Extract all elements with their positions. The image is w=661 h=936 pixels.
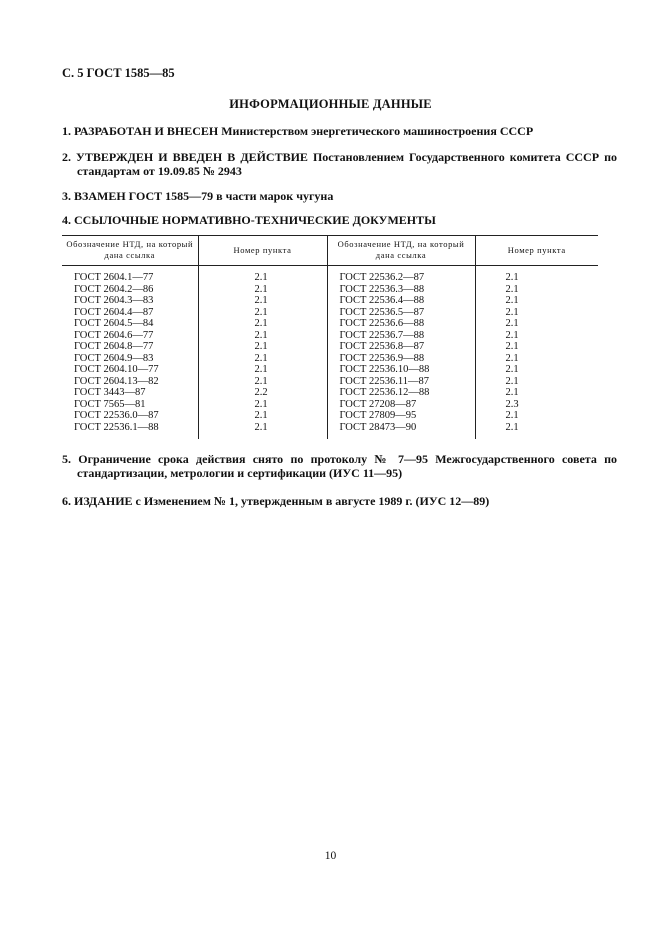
clause-cell: 2.1	[475, 307, 598, 319]
item-number: 2.	[62, 150, 71, 164]
designation-cell: ГОСТ 2604.2—86	[74, 283, 154, 295]
info-item-5	[62, 452, 617, 480]
clause-cell: 2.1	[198, 376, 327, 388]
table-row	[62, 330, 598, 342]
designation-cell: ГОСТ 22536.7—88	[327, 330, 475, 342]
clause-cell: 2.1	[198, 399, 327, 411]
clause-cell: 2.1	[475, 376, 598, 388]
col-header-clause-2: Номер пункта	[475, 236, 598, 266]
designation-cell: ГОСТ 22536.2—87	[327, 266, 475, 284]
designation-cell: ГОСТ 22536.9—88	[327, 353, 475, 365]
designation-cell: ГОСТ 22536.4—88	[327, 295, 475, 307]
clause-cell: 2.1	[198, 284, 327, 296]
clause-cell: 2.3	[475, 399, 598, 411]
item-text: Ограничение срока действия снято по протоколу № 7—95 Межгосударственного совета по стандартизации, метрологии и сертификации (ИУС 11—95)	[77, 452, 618, 480]
table-row	[62, 422, 598, 440]
page-number: 10	[324, 850, 337, 862]
designation-cell: ГОСТ 22536.10—88	[327, 364, 475, 376]
clause-cell: 2.1	[198, 295, 327, 307]
designation-cell: ГОСТ 22536.3—88	[327, 284, 475, 296]
clause-cell: 2.1	[475, 341, 598, 353]
clause-cell: 2.1	[475, 387, 598, 399]
designation-cell: ГОСТ 2604.1—77	[74, 272, 154, 283]
designation-cell: ГОСТ 22536.8—87	[327, 341, 475, 353]
designation-cell: ГОСТ 22536.11—87	[327, 376, 475, 388]
table-row	[62, 387, 598, 399]
item-number: 5.	[62, 452, 71, 466]
clause-cell: 2.1	[198, 410, 327, 422]
item-text: ССЫЛОЧНЫЕ НОРМАТИВНО-ТЕХНИЧЕСКИЕ ДОКУМЕНТЫ	[74, 213, 436, 227]
clause-cell: 2.1	[475, 410, 598, 422]
table-row	[62, 410, 598, 422]
clause-cell: 2.1	[475, 353, 598, 365]
item-number: 6.	[62, 494, 71, 508]
table-row	[62, 266, 598, 284]
clause-cell: 2.1	[475, 284, 598, 296]
designation-cell: ГОСТ 22536.6—88	[327, 318, 475, 330]
item-text: УТВЕРЖДЕН И ВВЕДЕН В ДЕЙСТВИЕ Постановлением Государственного комитета СССР по стандартам от 19.09.85 № 2943	[76, 150, 618, 178]
designation-cell: ГОСТ 22536.12—88	[327, 387, 475, 399]
clause-cell: 2.1	[198, 422, 327, 440]
designation-cell: ГОСТ 2604.13—82	[74, 375, 159, 387]
designation-cell: ГОСТ 27208—87	[327, 399, 475, 411]
item-text: ИЗДАНИЕ с Изменением № 1, утвержденным в августе 1989 г. (ИУС 12—89)	[74, 494, 490, 508]
table-row	[62, 353, 598, 365]
designation-cell: ГОСТ 2604.3—83	[74, 295, 154, 306]
designation-cell: ГОСТ 22536.1—88	[74, 421, 159, 433]
col-header-clause-1: Номер пункта	[198, 236, 327, 266]
col-header-designation-2: Обозначение НТД, на который дана ссылка	[327, 236, 475, 266]
col-header-designation-1: Обозначение НТД, на который дана ссылка	[62, 236, 198, 266]
clause-cell: 2.1	[198, 266, 327, 284]
clause-cell: 2.1	[198, 353, 327, 365]
designation-cell: ГОСТ 27809—95	[327, 410, 475, 422]
section-title: ИНФОРМАЦИОННЫЕ ДАННЫЕ	[229, 97, 432, 111]
designation-cell: ГОСТ 2604.5—84	[74, 318, 154, 329]
item-text: ВЗАМЕН ГОСТ 1585—79 в части марок чугуна	[74, 189, 334, 203]
clause-cell: 2.1	[198, 330, 327, 342]
clause-cell: 2.2	[198, 387, 327, 399]
table-row	[62, 284, 598, 296]
clause-cell: 2.1	[198, 307, 327, 319]
clause-cell: 2.1	[475, 330, 598, 342]
clause-cell: 2.1	[475, 266, 598, 284]
designation-cell: ГОСТ 2604.6—77	[74, 329, 154, 341]
reference-documents-table	[62, 235, 598, 439]
designation-cell: ГОСТ 2604.9—83	[74, 352, 154, 364]
designation-cell: ГОСТ 28473—90	[327, 422, 475, 440]
info-item-2	[62, 150, 617, 178]
table-row	[62, 295, 598, 307]
table-body	[62, 266, 598, 440]
designation-cell: ГОСТ 2604.8—77	[74, 341, 154, 352]
designation-cell: ГОСТ 2604.4—87	[74, 306, 154, 318]
info-item-3	[62, 189, 602, 203]
table-row	[62, 399, 598, 411]
table-row	[62, 376, 598, 388]
designation-cell: ГОСТ 22536.0—87	[74, 410, 159, 421]
designation-cell: ГОСТ 3443—87	[74, 387, 146, 398]
item-number: 1.	[62, 124, 71, 138]
table-row	[62, 318, 598, 330]
clause-cell: 2.1	[475, 364, 598, 376]
clause-cell: 2.1	[198, 341, 327, 353]
table-row	[62, 364, 598, 376]
designation-cell: ГОСТ 2604.10—77	[74, 364, 159, 375]
table-row	[62, 341, 598, 353]
clause-cell: 2.1	[475, 422, 598, 440]
info-item-4	[62, 213, 602, 227]
clause-cell: 2.1	[198, 364, 327, 376]
info-item-1	[62, 124, 602, 138]
item-number: 4.	[62, 213, 71, 227]
page-header: С. 5 ГОСТ 1585—85	[62, 66, 175, 80]
clause-cell: 2.1	[475, 318, 598, 330]
table-row	[62, 307, 598, 319]
item-number: 3.	[62, 189, 71, 203]
info-item-6	[62, 494, 602, 508]
table-header-row	[62, 236, 598, 266]
clause-cell: 2.1	[475, 295, 598, 307]
clause-cell: 2.1	[198, 318, 327, 330]
item-text: РАЗРАБОТАН И ВНЕСЕН Министерством энергетического машиностроения СССР	[74, 124, 534, 138]
designation-cell: ГОСТ 7565—81	[74, 398, 146, 410]
designation-cell: ГОСТ 22536.5—87	[327, 307, 475, 319]
